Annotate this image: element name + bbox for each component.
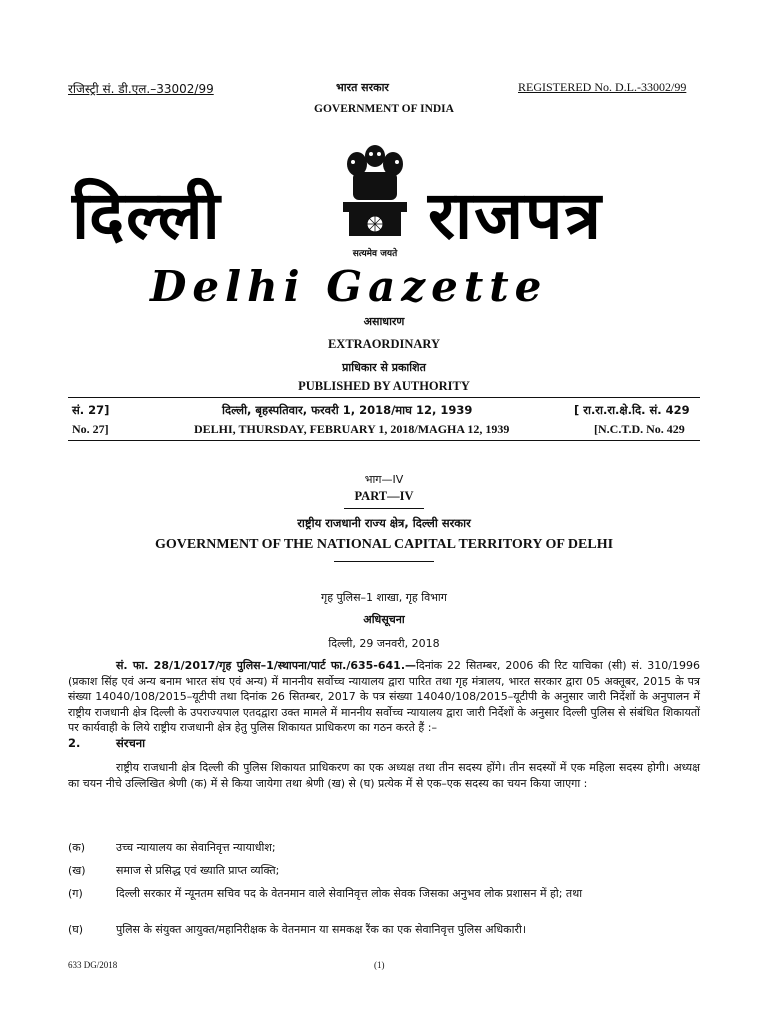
list-item-label: (क) [68, 841, 86, 854]
department-label: गृह पुलिस–1 शाखा, गृह विभाग [321, 591, 447, 604]
government-of-india-label: GOVERNMENT OF INDIA [314, 103, 454, 115]
issue-date-english: DELHI, THURSDAY, FEBRUARY 1, 2018/MAGHA 12, 1939 [194, 422, 510, 436]
masthead-hindi-left: दिल्ली [72, 176, 222, 254]
notification-paragraph [68, 658, 700, 736]
notification-date: दिल्ली, 29 जनवरी, 2018 [328, 637, 440, 650]
footer-code: 633 DG/2018 [68, 960, 118, 970]
ashoka-emblem-icon [335, 142, 415, 252]
divider-top [68, 397, 700, 398]
list-item-text: पुलिस के संयुक्त आयुक्त/महानिरीक्षक के वेतनमान या समकक्ष रैंक का एक सेवानिवृत्त पुलिस अधिकारी। [116, 923, 526, 936]
masthead-hindi-right: राजपत्र [428, 176, 603, 254]
registration-number-english: REGISTERED No. D.L.-33002/99 [518, 80, 687, 94]
list-item-text: समाज से प्रसिद्ध एवं ख्याति प्राप्त व्यक्ति; [116, 864, 280, 877]
emblem-motto: सत्यमेव जयते [352, 249, 398, 259]
page-number: (1) [374, 960, 385, 970]
bhag-label: भाग—IV [364, 473, 404, 486]
nctd-number-english: [N.C.T.D. No. 429 [594, 422, 685, 436]
issue-date-hindi: दिल्ली, बृहस्पतिवार, फरवरी 1, 2018/माघ 12, 1939 [222, 403, 473, 417]
issue-number-english: No. 27] [72, 422, 109, 436]
notification-title: अधिसूचना [363, 613, 405, 626]
pradhikar-label: प्राधिकार से प्रकाशित [342, 361, 426, 374]
government-label-hindi: भारत सरकार [336, 81, 389, 94]
state-emblem [335, 142, 415, 262]
nctd-number-hindi: [ रा.रा.रा.क्षे.दि. सं. 429 [574, 403, 690, 417]
published-by-authority-label: PUBLISHED BY AUTHORITY [298, 379, 470, 393]
masthead-english: Delhi Gazette [150, 262, 548, 311]
notification-reference: सं. फा. 28/1/2017/गृह पुलिस–1/स्थापना/पार्ट फा./635-641.— [116, 659, 417, 672]
list-item-text: दिल्ली सरकार में न्यूनतम सचिव पद के वेतनमान वाले सेवानिवृत्त लोक सेवक जिसका अनुभव लोक प्रशासन में हो; तथा [116, 887, 583, 900]
section-heading: संरचना [116, 736, 146, 750]
registration-number-hindi: रजिस्ट्री सं. डी.एल.–33002/99 [68, 82, 214, 96]
extraordinary-label: EXTRAORDINARY [327, 337, 441, 351]
asadharan-label: असाधारण [363, 315, 405, 328]
part-label: PART—IV [354, 489, 414, 503]
govt-nct-english: GOVERNMENT OF THE NATIONAL CAPITAL TERRITORY OF DELHI [154, 537, 614, 552]
govt-divider [334, 561, 434, 562]
issue-number-hindi: सं. 27] [72, 403, 110, 417]
list-item-text: उच्च न्यायालय का सेवानिवृत्त न्यायाधीश; [116, 841, 276, 854]
notification-body: दिनांक 22 सितम्बर, 2006 की रिट याचिका (सी) सं. 310/1996 (प्रकाश सिंह एवं अन्य बनाम भारत संघ एवं अन्य) में माननीय सर्वोच्च न्यायालय द्वारा पारित तथा गृह मंत्रालय, भारत सरकार द्वारा 05 अक्तूबर, 2015 के पत्र संख्या 14040/108/2015–यूटीपी तथा दिनांक 26 सितम्बर, 2017 के पत्र संख्या 14040/108/2015–यूटीपी के अनुसार जारी निर्देशों के अनुपालन में राष्ट्रीय राजधानी क्षेत्र दिल्ली के उपराज्यपाल एतदद्वारा उक्त मामले में माननीय सर्वोच्च न्यायालय द्वारा जारी निर्देशों के अनुसार दिल्ली पुलिस से संबंधित शिकायतों पर कार्यवाही के लिये राष्ट्रीय राजधानी क्षेत्र हेतु पुलिस शिकायत प्राधिकरण का गठन करते हैं :– [68, 659, 700, 735]
list-item-label: (घ) [68, 923, 84, 936]
section-number: 2. [68, 736, 81, 750]
govt-nct-hindi: राष्ट्रीय राजधानी राज्य क्षेत्र, दिल्ली सरकार [297, 516, 471, 530]
list-item-label: (ख) [68, 864, 86, 877]
list-item-label: (ग) [68, 887, 83, 900]
part-divider [344, 508, 424, 509]
section-intro: राष्ट्रीय राजधानी क्षेत्र दिल्ली की पुलिस शिकायत प्राधिकरण का एक अध्यक्ष तथा तीन सदस्य होंगे। तीन सदस्यों में एक महिला सदस्य होगी। अध्यक्ष का चयन नीचे उल्लिखित श्रेणी (क) में से किया जायेगा तथा श्रेणी (ख) से (घ) प्रत्येक में से एक–एक सदस्य का चयन किया जाएगा : [68, 761, 700, 790]
divider-bottom [68, 440, 700, 441]
